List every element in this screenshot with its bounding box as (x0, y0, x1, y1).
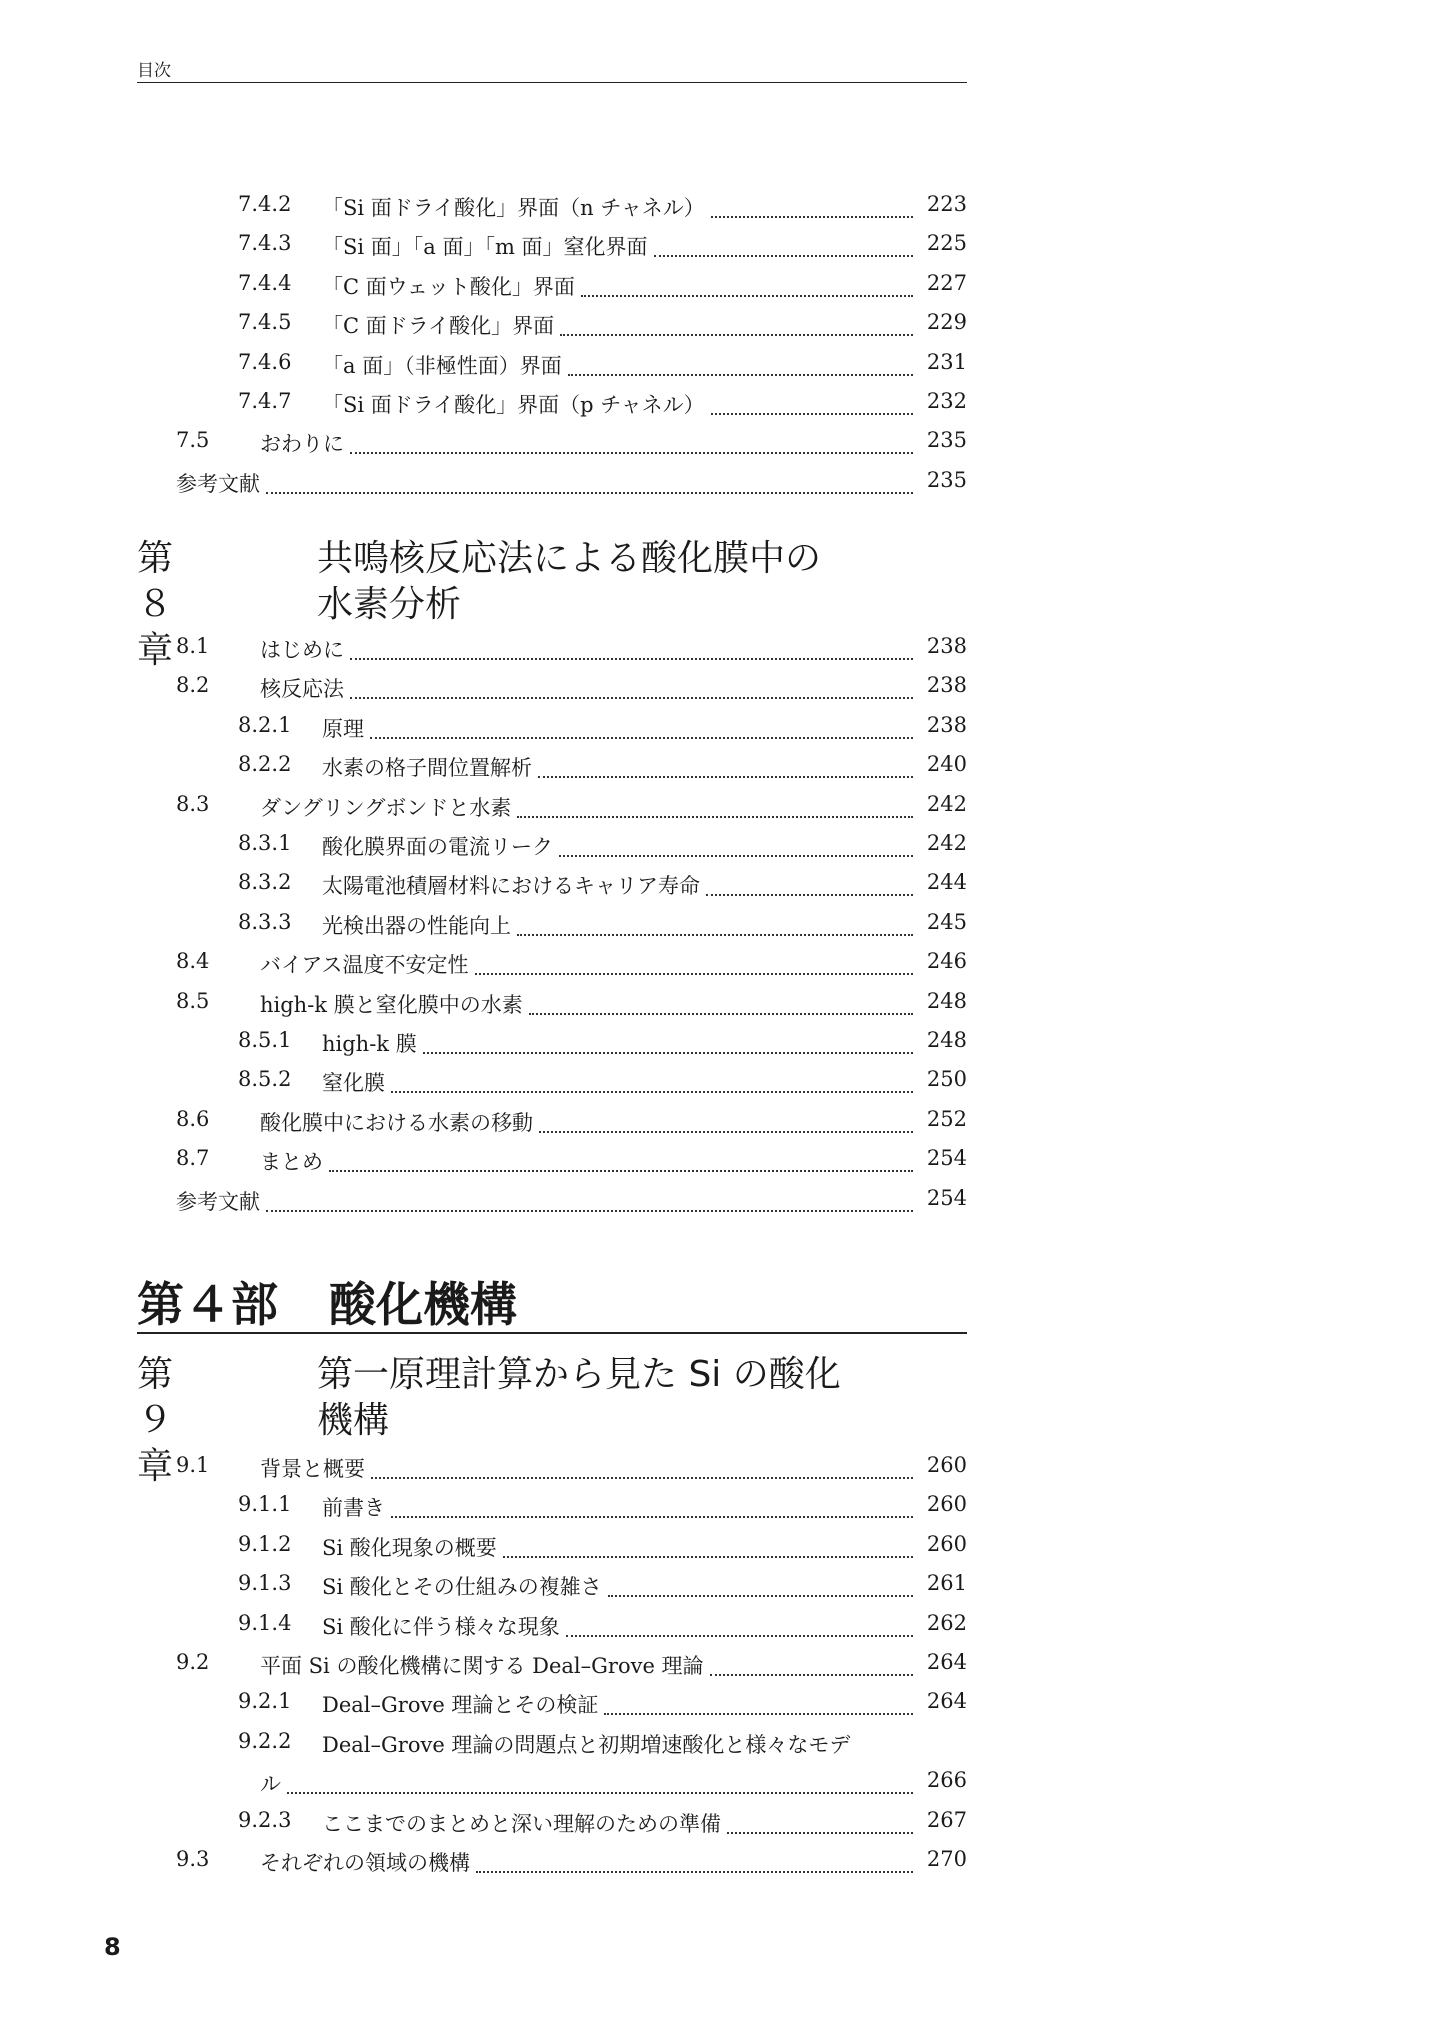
toc-entry (238, 1722, 967, 1762)
toc-entry-title: 酸化膜界面の電流リーク (322, 835, 553, 859)
toc-entry-page: 238 (926, 634, 967, 658)
toc-entry (238, 264, 967, 304)
toc-entry-number: 9.2.3 (238, 1807, 292, 1832)
toc-entry (238, 863, 967, 903)
toc-entry (238, 303, 967, 343)
toc-entry (176, 627, 967, 667)
toc-entry (176, 421, 967, 461)
toc-dot-leader (476, 1847, 913, 1873)
toc-dot-leader (287, 1768, 913, 1794)
toc-entry-number: 8.2 (176, 673, 210, 698)
toc-dot-leader (710, 1650, 913, 1676)
toc-entry-page: 260 (926, 1492, 967, 1517)
toc-entry-title: おわりに (260, 432, 344, 457)
toc-entry-page: 254 (926, 1185, 967, 1210)
toc-entry-title: 「Si 面」「a 面」「m 面」窒化界面 (322, 235, 648, 260)
toc-dot-leader (266, 468, 913, 494)
toc-entry-title: 「a 面」（非極性面）界面 (322, 353, 562, 378)
toc-dot-leader (711, 192, 913, 218)
toc-entry-page: 235 (926, 428, 967, 453)
toc-entry-number: 7.4.5 (238, 310, 292, 335)
toc-entry (238, 224, 967, 264)
toc-entry-page: 231 (926, 349, 967, 374)
toc-entry-title: Deal–Grove 理論の問題点と初期増速酸化と様々なモデ (322, 1732, 851, 1757)
toc-dot-leader (727, 1808, 913, 1834)
toc-entry-title: 窒化膜 (322, 1071, 385, 1096)
toc-entry-title: high-k 膜と窒化膜中の水素 (260, 992, 523, 1017)
toc-entry-page: 242 (926, 831, 967, 855)
toc-entry-number: 8.5.1 (238, 1028, 292, 1052)
toc-dot-leader (350, 634, 913, 660)
toc-entry (238, 343, 967, 383)
toc-entry (238, 706, 967, 746)
toc-entry-page: 262 (926, 1610, 967, 1635)
toc-entry-number: 8.3.2 (238, 870, 292, 895)
toc-entry (176, 1643, 967, 1683)
toc-dot-leader (517, 792, 913, 818)
toc-entry-number: 8.5.2 (238, 1067, 292, 1092)
toc-entry-page: 264 (926, 1689, 967, 1714)
toc-entry (176, 982, 967, 1022)
toc-entry (176, 785, 967, 825)
toc-entry-number: 9.1.1 (238, 1492, 292, 1517)
toc-entry-page: 229 (926, 310, 967, 335)
toc-entry-page: 223 (926, 192, 967, 216)
toc-entry (238, 1485, 967, 1525)
page-number: 8 (104, 1933, 121, 1961)
toc-entry-number: 8.5 (176, 988, 210, 1013)
toc-entry-page: 238 (926, 712, 967, 737)
toc-entry-page: 246 (926, 949, 967, 974)
toc-entry-title: 原理 (322, 716, 364, 741)
toc-entry-title: 参考文献 (176, 471, 260, 496)
toc-entry-number: 9.1.3 (238, 1571, 292, 1596)
toc-entry-title: Si 酸化に伴う様々な現象 (322, 1614, 560, 1639)
chapter-9-title-line1: 第一原理計算から見た Si の酸化 (317, 1354, 841, 1395)
toc-dot-leader (538, 752, 913, 778)
toc-entry (238, 1525, 967, 1565)
toc-entry-title: バイアス温度不安定性 (260, 953, 469, 978)
toc-entry-number: 7.4.3 (238, 231, 292, 256)
toc-entry (238, 382, 967, 422)
toc-entry (238, 185, 967, 225)
chapter-9-number: 第９章 (137, 1354, 174, 1487)
toc-entry-title: 光検出器の性能向上 (322, 913, 511, 938)
part-4-heading (137, 1262, 967, 1334)
toc-entry-number: 9.2 (176, 1650, 210, 1674)
toc-entry (176, 1100, 967, 1140)
chapter-9-title-line2: 機構 (317, 1400, 390, 1441)
toc-entry-page: 261 (926, 1571, 967, 1596)
toc-entry-title: Deal–Grove 理論とその検証 (322, 1693, 599, 1718)
toc-entry-page: 240 (926, 752, 967, 777)
toc-dot-leader (517, 910, 913, 936)
toc-dot-leader (329, 1146, 913, 1172)
toc-entry-page: 266 (926, 1768, 967, 1793)
toc-entry (176, 1139, 967, 1179)
toc-entry (176, 1179, 967, 1219)
toc-entry-number: 8.1 (176, 634, 210, 658)
toc-dot-leader (350, 428, 913, 454)
toc-entry-number: 7.4.4 (238, 270, 292, 295)
toc-entry-number: 8.4 (176, 949, 210, 974)
running-title: 目次 (137, 61, 171, 81)
toc-entry-number: 7.4.7 (238, 389, 292, 413)
running-header (137, 54, 967, 83)
toc-entry-page: 244 (926, 870, 967, 895)
toc-dot-leader (539, 1107, 913, 1133)
toc-entry-number: 8.7 (176, 1146, 210, 1171)
toc-entry-title: Si 酸化とその仕組みの複雑さ (322, 1575, 602, 1600)
toc-entry-page: 267 (926, 1807, 967, 1832)
toc-dot-leader (475, 949, 913, 975)
chapter-8-title-line2: 水素分析 (317, 584, 462, 625)
toc-entry (238, 1021, 967, 1061)
toc-dot-leader (568, 350, 913, 376)
toc-entry-number: 8.2.1 (238, 712, 292, 737)
toc-entry-title: high-k 膜 (322, 1032, 417, 1056)
toc-entry-number: 8.2.2 (238, 752, 292, 777)
toc-entry-page: 248 (926, 988, 967, 1013)
toc-dot-leader (560, 310, 913, 336)
toc-dot-leader (391, 1067, 913, 1093)
toc-entry (238, 745, 967, 785)
toc-entry-number: 8.3.1 (238, 831, 292, 855)
toc-dot-leader (581, 271, 913, 297)
toc-entry-page: 252 (926, 1106, 967, 1131)
toc-entry-title: 前書き (322, 1496, 385, 1521)
toc-dot-leader (503, 1532, 913, 1558)
toc-entry (176, 1840, 967, 1880)
chapter-8-title-line1: 共鳴核反応法による酸化膜中の (317, 538, 822, 579)
part-4-number: 第４部 (137, 1278, 278, 1333)
chapter-8-title (317, 536, 917, 628)
toc-entry-page: 235 (926, 467, 967, 492)
toc-entry-number: 9.2.1 (238, 1689, 292, 1714)
toc-entry-title: 水素の格子間位置解析 (322, 756, 532, 781)
toc-entry-number: 9.1.2 (238, 1531, 292, 1556)
toc-entry-title: 「Si 面ドライ酸化」界面（n チャネル） (322, 196, 705, 220)
toc-entry-title: 平面 Si の酸化機構に関する Deal–Grove 理論 (260, 1654, 704, 1678)
toc-dot-leader (370, 713, 913, 739)
toc-dot-leader (608, 1571, 913, 1597)
toc-entry-title: ダングリングボンドと水素 (260, 795, 512, 820)
part-4-title: 酸化機構 (329, 1278, 517, 1333)
toc-entry-number: 9.1.4 (238, 1610, 292, 1635)
toc-entry (238, 1060, 967, 1100)
toc-entry (238, 1761, 967, 1801)
toc-entry-number: 9.1 (176, 1453, 210, 1477)
toc-entry (238, 903, 967, 943)
toc-entry-page: 270 (926, 1847, 967, 1871)
toc-entry-title: 「C 面ドライ酸化」界面 (322, 314, 555, 339)
toc-entry-title: 「C 面ウェット酸化」界面 (322, 274, 575, 299)
toc-entry-title: まとめ (260, 1150, 323, 1175)
toc-entry-number: 9.3 (176, 1847, 210, 1871)
toc-entry-title: ル (260, 1772, 281, 1797)
toc-dot-leader (266, 1186, 913, 1212)
toc-entry (238, 1682, 967, 1722)
toc-entry-title: はじめに (260, 638, 344, 662)
chapter-9-title (317, 1352, 917, 1444)
toc-entry-title: 太陽電池積層材料におけるキャリア寿命 (322, 874, 700, 899)
toc-entry-number: 8.6 (176, 1106, 210, 1131)
toc-entry (176, 666, 967, 706)
toc-dot-leader (711, 389, 913, 415)
toc-entry (176, 942, 967, 982)
toc-entry-number: 7.4.6 (238, 349, 292, 374)
toc-entry-title: ここまでのまとめと深い理解のための準備 (322, 1811, 721, 1836)
toc-entry-page: 264 (926, 1650, 967, 1674)
toc-entry-number: 8.3 (176, 791, 210, 816)
toc-entry-page: 242 (926, 791, 967, 816)
toc-entry-title: Si 酸化現象の概要 (322, 1535, 497, 1560)
toc-entry-title: 酸化膜中における水素の移動 (260, 1110, 533, 1135)
chapter-8-number: 第８章 (137, 538, 174, 671)
toc-entry-page: 250 (926, 1067, 967, 1092)
toc-entry-title: それぞれの領域の機構 (260, 1851, 470, 1875)
toc-entry-page: 227 (926, 270, 967, 295)
toc-entry (238, 1801, 967, 1841)
toc-dot-leader (371, 1453, 913, 1479)
toc-dot-leader (391, 1492, 913, 1518)
toc-entry-title: 背景と概要 (260, 1457, 365, 1481)
toc-entry (238, 1604, 967, 1644)
toc-entry (176, 461, 967, 501)
toc-entry-page: 254 (926, 1146, 967, 1171)
toc-dot-leader (604, 1689, 913, 1715)
toc-dot-leader (529, 989, 913, 1015)
toc-entry-title: 参考文献 (176, 1189, 260, 1214)
toc-dot-leader (706, 870, 913, 896)
toc-entry (176, 1446, 967, 1486)
toc-entry-number: 7.5 (176, 428, 210, 453)
toc-entry (238, 824, 967, 864)
toc-entry-title: 「Si 面ドライ酸化」界面（p チャネル） (322, 393, 705, 417)
toc-entry-number: 8.3.3 (238, 909, 292, 934)
toc-dot-leader (350, 673, 913, 699)
toc-entry-page: 225 (926, 231, 967, 256)
toc-entry-number: 9.2.2 (238, 1728, 292, 1753)
toc-dot-leader (654, 231, 913, 257)
toc-dot-leader (423, 1028, 913, 1054)
toc-dot-leader (566, 1611, 913, 1637)
toc-entry-page: 238 (926, 673, 967, 698)
toc-entry (238, 1564, 967, 1604)
toc-entry-page: 260 (926, 1531, 967, 1556)
toc-entry-number: 7.4.2 (238, 192, 292, 216)
toc-dot-leader (559, 831, 913, 857)
toc-entry-page: 248 (926, 1028, 967, 1052)
toc-entry-page: 260 (926, 1453, 967, 1477)
toc-entry-page: 245 (926, 909, 967, 934)
toc-entry-page: 232 (926, 389, 967, 413)
toc-entry-title: 核反応法 (260, 677, 344, 702)
